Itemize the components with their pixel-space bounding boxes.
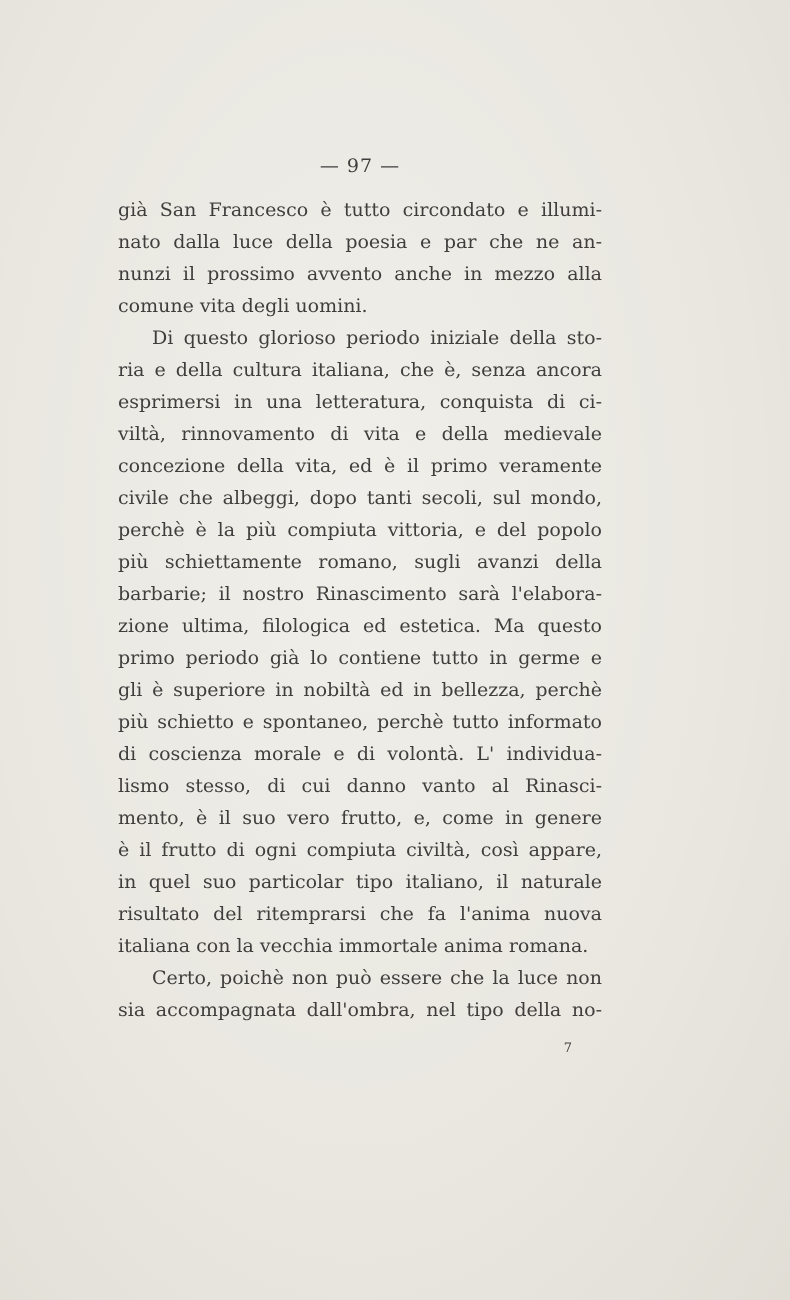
text-line: zione ultima, filologica ed estetica. Ma questo: [118, 615, 602, 637]
signature-mark: 7: [563, 1041, 572, 1056]
text-line: più schietto e spontaneo, perchè tutto informato: [118, 711, 602, 733]
text-line: sia accompagnata dall'ombra, nel tipo della no-: [118, 999, 602, 1021]
text-line: nato dalla luce della poesia e par che ne an-: [118, 231, 602, 253]
text-line: più schiettamente romano, sugli avanzi della: [118, 551, 602, 573]
text-line: barbarie; il nostro Rinascimento sarà l'elabora-: [118, 583, 602, 605]
text-line: esprimersi in una letteratura, conquista di ci-: [118, 391, 602, 413]
text-line: civile che albeggi, dopo tanti secoli, sul mondo,: [118, 487, 602, 509]
text-line: viltà, rinnovamento di vita e della medievale: [118, 423, 602, 445]
text-line: comune vita degli uomini.: [118, 295, 368, 317]
page-number-header: — 97 —: [319, 155, 401, 177]
text-line: primo periodo già lo contiene tutto in germe e: [118, 647, 602, 669]
text-line: risultato del ritemprarsi che fa l'anima nuova: [118, 903, 602, 925]
text-line: perchè è la più compiuta vittoria, e del popolo: [118, 519, 602, 541]
paragraph: [118, 962, 602, 1026]
page-text-block: [118, 150, 602, 1060]
text-line: ria e della cultura italiana, che è, senza ancora: [118, 359, 602, 381]
body-text: [118, 194, 602, 1026]
text-line: Certo, poichè non può essere che la luce non: [152, 967, 602, 989]
text-line: concezione della vita, ed è il primo veramente: [118, 455, 602, 477]
text-line: gli è superiore in nobiltà ed in bellezza, perchè: [118, 679, 602, 701]
text-line: italiana con la vecchia immortale anima romana.: [118, 935, 589, 957]
text-line: già San Francesco è tutto circondato e illumi-: [118, 199, 602, 221]
text-line: lismo stesso, di cui danno vanto al Rinasci-: [118, 775, 602, 797]
paragraph: [118, 322, 602, 962]
text-line: Di questo glorioso periodo iniziale della sto-: [152, 327, 602, 349]
text-line: in quel suo particolar tipo italiano, il naturale: [118, 871, 602, 893]
paragraph: [118, 194, 602, 322]
text-line: di coscienza morale e di volontà. L' individua-: [118, 743, 602, 765]
text-line: nunzi il prossimo avvento anche in mezzo alla: [118, 263, 602, 285]
text-line: è il frutto di ogni compiuta civiltà, così appare,: [118, 839, 602, 861]
text-line: mento, è il suo vero frutto, e, come in genere: [118, 807, 602, 829]
